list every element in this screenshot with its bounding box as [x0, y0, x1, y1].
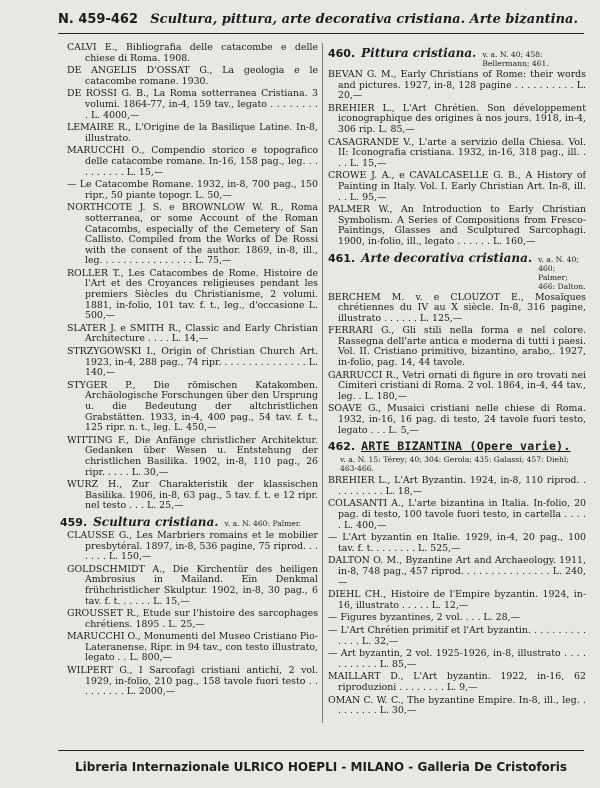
bibliography-entry: — L'Art Chrétien primitif et l'Art byzantin. . . . . . . . . . . . . . L. 32,— [328, 624, 586, 647]
bibliography-entry: MARUCCHI O., Compendio storico e topografico delle catacombe romane. In-16, 158 pag., leg. . . . . . . . . . L. 15,— [67, 145, 318, 178]
bibliography-entry: COLASANTI A., L'arte bizantina in Italia. In-folio, 20 pag. di testo, 100 tavole fuori testo, in cartella . . . . . L. 400,— [328, 498, 586, 531]
bibliography-entry: CASAGRANDE V., L'arte a servizio della Chiesa. Vol. II: Iconografia cristiana. 1932, in-16, 318 pag., ill. . . . L. 15,— [328, 136, 586, 169]
bibliography-entry: BREHIER L., L'Art Chrétien. Son développement iconographique des origines à nos jours. 1918, in-4, 306 rip. L. 85,— [328, 102, 586, 135]
bibliography-entry: DE ROSSI G. B., La Roma sotterranea Cristiana. 3 volumi. 1864-77, in-4, 159 tav., legato . . . . . . . . . L. 4000,— [67, 88, 318, 121]
section-number: 462. [328, 440, 356, 454]
left-column [60, 43, 318, 733]
bibliography-entry: BERCHEM M. v. e CLOUZOT E., Mosaïques chrétiennes du IV au X siècle. In-8, 316 pagine, illustrato . . . . . . L. 125,— [328, 291, 586, 324]
entry-list-461 [328, 293, 586, 437]
bibliography-entry: CROWE J. A., e CAVALCASELLE G. B., A History of Painting in Italy. Vol. I. Early Christian Art. In-8, ill. . . L. 95,— [328, 170, 586, 203]
bibliography-entry: GOLDSCHMIDT A., Die Kirchentür des heiligen Ambrosius in Mailand. Ein Denkmal frühchristlicher Skulptur. 1902, in-8, 30 pag., 6 tav. f. t. . . . . . L. 15,— [67, 563, 318, 607]
column-separator [322, 43, 323, 723]
bibliography-entry: CALVI E., Bibliografia delle catacombe e delle chiese di Roma. 1908. [67, 43, 318, 64]
section-number: 459. [60, 515, 88, 529]
bibliography-entry: CLAUSSE G., Les Marbriers romains et le mobilier presbytéral. 1897, in-8, 536 pagine, 75 riprod. . . . . . . L. 150,— [67, 529, 318, 563]
section-reference: v. a. N. 15: Térey; 40; 304: Gerola; 435: Galassi; 457: Diehl; 463-466. [340, 455, 569, 474]
bibliography-entry: — Figures byzantines, 2 vol. . . . L. 28,— [328, 612, 520, 624]
section-heading-461 [328, 251, 586, 291]
bibliography-entry: — Le Catacombe Romane. 1932, in-8, 700 pag., 150 ripr., 50 piante topogr. L. 50,— [67, 179, 318, 201]
bibliography-entry: DALTON O. M., Byzantine Art and Archaeology. 1911, in-8, 748 pag., 457 riprod. . . . . . . . . . . . . . . L. 240,— [328, 555, 586, 588]
entry-list-462 [328, 476, 586, 716]
bibliography-entry: BREHIER L., L'Art Byzantin. 1924, in-8, 110 riprod. . . . . . . . . . L. 18,— [328, 475, 586, 497]
section-title: Scultura cristiana. [93, 514, 219, 529]
running-title: Scultura, pittura, arte decorativa cristiana. Arte bizantina. [150, 12, 578, 27]
bibliography-entry: GARRUCCI R., Vetri ornati di figure in oro trovati nei Cimiteri cristiani di Roma. 2 vol. 1864, in-4, 44 tav., leg. . L. 180,— [328, 369, 586, 402]
bibliography-entry: — L'Art byzantin en Italie. 1929, in-4, 20 pag., 100 tav. f. t. . . . . . . . L. 525,— [328, 532, 586, 554]
bibliography-entry: SOAVE G., Musaici cristiani nelle chiese di Roma. 1932, in-16, 16 pag. di testo, 24 tavole fuori testo, legato . . . L. 5,— [328, 403, 586, 436]
bibliography-entry: OMAN C. W. C., The byzantine Empire. In-8, ill., leg. . . . . . . . . L. 30,— [328, 694, 586, 717]
section-title: Pittura cristiana. [361, 46, 477, 60]
section-number: 461. [328, 251, 356, 265]
bibliography-entry: NORTHCOTE J. S. e BROWNLOW W. R., Roma sotterranea, or some Account of the Roman Catacombs, especially of the Cemetery of San Callisto. Compiled from the Works of De Rossi with the consent of the author. 1869, in-8, ill., leg. . . . . . . . . . . . . . . . L. 75,— [67, 202, 318, 267]
section-reference: v. a. N. 460: Palmer. [224, 518, 302, 528]
section-heading-459 [60, 515, 318, 529]
entry-list-458 [60, 43, 318, 512]
footer-rule [58, 750, 584, 751]
page-header [58, 12, 578, 30]
bibliography-entry: GROUSSET R., Etude sur l'histoire des sarcophages chrétiens. 1895 . L. 25,— [67, 608, 318, 630]
entry-list-460 [328, 70, 586, 248]
bibliography-entry: STYGER P., Die römischen Katakomben. Archäologische Forschungen über den Ursprung u. die Bedeutung der altchristlichen Grabstätten. 1933, in-4, 400 pag., 54 tav. f. t., 125 ripr. n. t., leg. L. 450,— [67, 379, 318, 434]
section-heading-462 [328, 439, 586, 453]
bibliography-entry: MARUCCHI O., Monumenti del Museo Cristiano Pio-Lateranense. Ripr. in 94 tav., con testo illustrato, legato . . L. 800,— [67, 631, 318, 664]
section-number: 460. [328, 47, 356, 60]
publisher-footer: Libreria Internazionale ULRICO HOEPLI - MILANO - Galleria De Cristoforis [75, 760, 567, 774]
section-heading-460 [328, 46, 586, 68]
bibliography-entry: ROLLER T., Les Catacombes de Rome. Histoire de l'Art et des Croyances religieuses pendant les premiers Siècles du Christianisme, 2 volumi. 1881, in-folio, 101 tav. f. t., leg., d'occasione L. 500,— [67, 267, 318, 322]
right-column [328, 43, 586, 733]
bibliography-entry: BEVAN G. M., Early Christians of Rome: their words and pictures. 1927, in-8, 128 pagine . . . . . . . . . . L. 20,— [328, 69, 586, 102]
entry-list-459 [60, 531, 318, 698]
section-title: ARTE BIZANTINA (Opere varie). [361, 439, 571, 454]
page-numbers: N. 459-462 [58, 12, 139, 27]
bibliography-entry: DIEHL CH., Histoire de l'Empire byzantin. 1924, in-16, illustrato . . . . . L. 12,— [328, 589, 586, 611]
bibliography-entry: WITTING F., Die Anfänge christlicher Architektur. Gedanken über Wesen u. Entstehung der christlichen Basilika. 1902, in-8, 110 pag., 26 ripr. . . . . L. 30,— [67, 434, 318, 478]
section-reference: v. a. N. 40; 460: Palmer; 466: Dalton. [538, 254, 586, 291]
header-rule [58, 33, 584, 34]
bibliography-entry: FERRARI G., Gli stili nella forma e nel colore. Rassegna dell'arte antica e moderna di tutti i paesi. Vol. II. Cristiano primitivo, bizantino, arabo,. 1927, in-folio, pag. 14, 44 tavole. [328, 325, 586, 369]
bibliography-entry: LEMAIRE R., L'Origine de la Basilique Latine. In-8, illustrato. [67, 122, 318, 144]
bibliography-entry: DE ANGELIS D'OSSAT G., La geologia e le catacombe romane. 1930. [67, 65, 318, 87]
bibliography-entry: PALMER W., An Introduction to Early Christian Symbolism. A Series of Compositions from Fresco-Paintings, Glasses and Sculptured Sarcophagi. 1900, in-folio, ill., legato . . . . . . L. 160,— [328, 204, 586, 247]
bibliography-entry: SLATER J. e SMITH R., Classic and Early Christian Architecture . . . . L. 14,— [67, 322, 318, 345]
section-reference: v. a. N. 40; 458: Bellermann; 461. [482, 50, 549, 68]
bibliography-entry: MAILLART D., L'Art byzantin. 1922, in-16, 62 riproduzioni . . . . . . . . L. 9,— [328, 671, 586, 693]
section-title: Arte decorativa cristiana. [361, 250, 533, 265]
bibliography-entry: WURZ H., Zur Charakteristik der klassischen Basilika. 1906, in-8, 63 pag., 5 tav. f. t. e 12 ripr. nel testo . . . L. 25,— [67, 479, 318, 512]
bibliography-entry: — Art byzantin, 2 vol. 1925-1926, in-8, illustrato . . . . . . . . . . . L. 85,— [328, 648, 586, 670]
bibliography-entry: WILPERT G., I Sarcofagi cristiani antichi, 2 vol. 1929, in-folio, 210 pag., 158 tavole fuori testo . . . . . . . . . L. 2000,— [67, 665, 318, 698]
bibliography-entry: STRZYGOWSKI I., Origin of Christian Church Art. 1923, in-4, 288 pag., 74 ripr. . . . . . . . . . . . . . . L. 140,— [67, 346, 318, 379]
